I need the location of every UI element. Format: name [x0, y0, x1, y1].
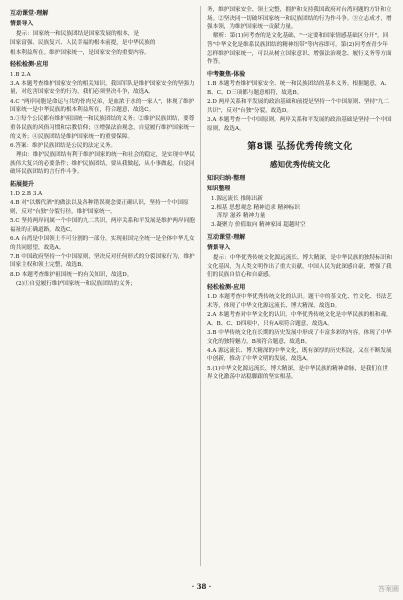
outline-item: 1.源远流长 推陈出新: [211, 196, 263, 203]
answer-item: 8.D 本题考查维护祖国统一的有关知识，故选D。: [10, 271, 133, 278]
column-divider: [200, 6, 201, 566]
watermark-logo: 答案圈: [378, 585, 399, 593]
answer-item: 4.A 源远流长、博大精深的中华文化，既有深厚的历史积淀，又在不断发展中创新，推动了中华文明的发展，故选A。: [207, 347, 392, 363]
answer-item: 5.C 坚持两岸同属一个中国的九二共识，两岸关系和平发展是维护两岸同胞福祉的正确道路，故选C。: [10, 218, 195, 233]
answer-item: 4.C "两岸同胞是命运与共的骨肉兄弟，是血浓于水的一家人"，体现了维护国家统一是中华民族的根本利益所在，符合题意，故选C。: [10, 98, 195, 114]
answer-item: 6.答案：维护民族团结是公民的法定义务。: [10, 142, 117, 149]
lesson-title: 第8课 弘扬优秀传统文化: [247, 142, 353, 153]
section-heading: 知识归纳·整理: [207, 174, 246, 182]
answer-item: 3.B 中华传统文化在长期的历史发展中形成了丰富多彩的内容，体现了中华文化的独特魅力，B项符合题意，故选B。: [207, 329, 392, 345]
answer-item: 7.B 中国政府坚持一个中国原则，坚决反对任何形式的分裂国家行为，维护国家主权和领土完整，故选B。: [10, 253, 195, 269]
subsection-heading: 情景导入: [207, 245, 231, 252]
page-number: · 38 ·: [191, 582, 212, 591]
subsection-heading: 情景导入: [10, 21, 34, 28]
section-heading: 拓展提升: [10, 180, 35, 188]
section-heading: 轻松检测·应用: [207, 284, 246, 292]
answer-item: 5.(1)中华文化源远流长，博大精深，是中华民族的精神命脉，是我们在世界文化激荡中站稳脚跟的坚实根基。: [207, 365, 389, 381]
paragraph: 根本利益所在。维护国家统一，是国家安全的重要内容。: [10, 49, 150, 56]
section-heading: 中考聚焦·体验: [207, 71, 246, 79]
paragraph: 国家富强、民族复兴、人民幸福的根本前提，是中华民族的: [10, 40, 156, 47]
answer-item: (2)①自觉履行维护国家统一和民族团结的义务；: [16, 280, 136, 287]
paragraph: 提示：国家统一和民族团结是国家发展的根本，是: [16, 31, 140, 38]
outline-item: 浑厚 滋养 精神力量: [217, 213, 266, 220]
answer-item: 3.A 本题考查一个中国原则。两岸关系和平发展的政治基础是坚持一个中国原则，故选A。: [207, 117, 392, 132]
answer-item: 4.B 对"以烟代酒"的做法以及各种错误观念要正确认识，坚持一个中国原则，反对"台独"分裂行径，维护国家统一。: [10, 200, 189, 216]
section-heading: 轻松检测·应用: [10, 61, 49, 69]
answer-item: 3.A 本题考查维护国家安全的相关知识。我国军队是维护国家安全的坚强力量，对危害国家安全的行为，我们必须坚决斗争，故选A。: [10, 80, 195, 96]
paragraph: 务，维护国家安全、领土完整，拥护和支持我国政府对台湾问题的方针和立场。②坚决同一切破坏国家统一和民族团结的行为作斗争。③立志成才，增强本领，为维护国家统一贡献力量。: [207, 7, 392, 31]
answer-item: 6.A 台湾是中国领土不可分割的一部分，实现祖国完全统一是全体中华儿女的共同愿望，故选A。: [10, 236, 195, 251]
left-column: [10, 6, 196, 289]
paragraph: 提示：中华优秀传统文化源远流长、博大精深，是中华民族的独特标识和文化基因，为人类文明作出了重大贡献，中国人民为此深感自豪，增强了我们的民族自信心和自豪感。: [207, 255, 393, 279]
outline-item: 3.凝聚力 价值取向 精神家园 超越时空: [211, 222, 306, 229]
section-heading: 互动课堂·理解: [207, 233, 246, 241]
part-title: 感知优秀传统文化: [270, 160, 330, 170]
answer-item: 1.D 本题考查中华优秀传统文化的认识。题干中的茶文化、竹文化、书法艺术等，体现了中华文化源远流长、博大精深，故选D。: [207, 294, 393, 309]
right-column: [207, 6, 393, 382]
paragraph: 解析：第(1)问考查的是文化基础，"一定要和国家情感基础区分开"，回答"中华文化是维系民族团结的精神纽带"等内容即可。第(2)问考查青少年怎样维护国家统一，可以从树立国家意识、增强法治观念、履行义务等方面作答。: [207, 33, 392, 66]
answer-item: 2.D 两岸关系和平发展的政治基础和前提是坚持一个中国原则、坚持"九二共识"，反对"台独"分裂，故选D。: [207, 99, 389, 114]
answer-item: 1.B 本题考查维护国家安全、统一和民族团结的基本义务。根据题意，A、B、C、D三项都与题意相符，故选B。: [207, 81, 391, 97]
answer-item: 5.①每个公民都有维护祖国统一和民族团结的义务；②维护民族团结，要尊重各民族的风俗习惯和宗教信仰；③增强法治观念，自觉履行维护国家统一的义务；④民族团结是维护国家统一的重要保障。: [10, 116, 195, 140]
answer-item: 2.A 本题考查对中华文化的认识。中华优秀传统文化是中华民族的根和魂，A、B、C、D四项中，只有A项符合题意，故选A。: [207, 312, 392, 327]
subsection-heading: 知识整理: [207, 186, 231, 193]
section-heading: 互动课堂·理解: [10, 10, 49, 17]
answer-item: 1.D 2.B 3.A: [10, 191, 43, 198]
answer-item: 理由：维护民族团结有利于维护国家的统一和社会的稳定，是实现中华民族伟大复兴的必要条件；维护民族团结，要从我做起，从小事做起，自觉同破坏民族团结的言行作斗争。: [10, 151, 196, 176]
answer-item: 1.B 2.A: [10, 71, 31, 78]
outline-item: 2.根基 思想观念 精神追求 精神标识: [211, 204, 300, 211]
knowledge-outline: [211, 195, 393, 230]
